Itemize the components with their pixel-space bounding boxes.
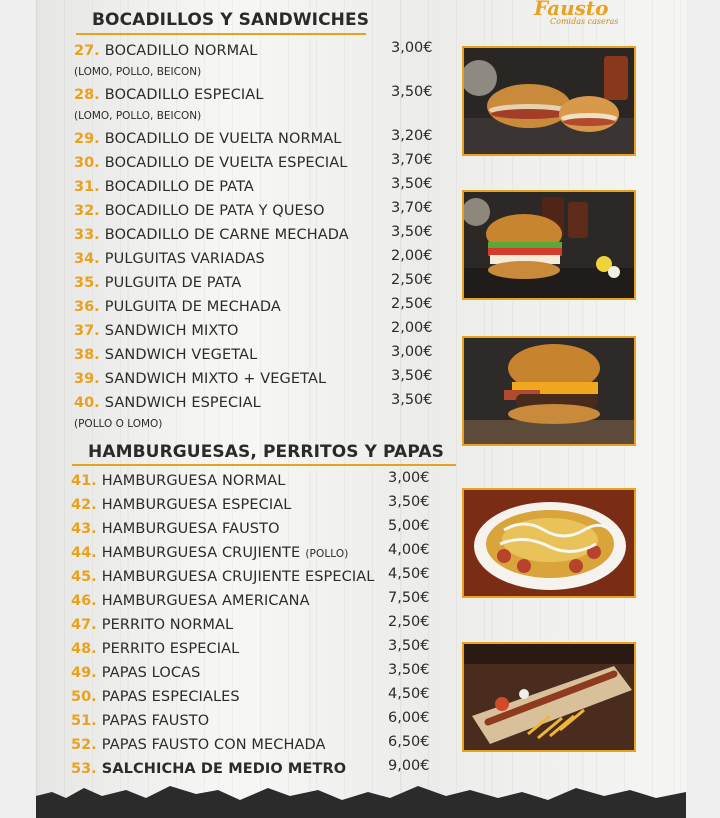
- item-price: 6,50€: [388, 734, 430, 750]
- loaded-fries-icon: [462, 488, 636, 598]
- section-title-hamburguesas: HAMBURGUESAS, PERRITOS Y PAPAS: [88, 442, 444, 462]
- item-price: 4,00€: [388, 542, 430, 558]
- item-price: 3,50€: [388, 638, 430, 654]
- menu-item: 43. HAMBURGUESA FAUSTO: [71, 521, 280, 537]
- item-price: 3,50€: [391, 176, 433, 192]
- item-price: 7,50€: [388, 590, 430, 606]
- menu-item: 51. PAPAS FAUSTO: [71, 713, 210, 729]
- menu-item: 38. SANDWICH VEGETAL: [74, 347, 258, 363]
- item-note: (LOMO, POLLO, BEICON): [74, 66, 202, 78]
- item-price: 5,00€: [388, 518, 430, 534]
- menu-item: 52. PAPAS FAUSTO CON MECHADA: [71, 737, 326, 753]
- menu-item: 53. SALCHICHA DE MEDIO METRO: [71, 761, 347, 777]
- item-price: 2,00€: [391, 248, 433, 264]
- logo-sub-text: Comidas caseras: [550, 17, 619, 26]
- item-price: 3,50€: [391, 392, 433, 408]
- burger-icon: [462, 190, 636, 300]
- menu-item: 47. PERRITO NORMAL: [71, 617, 234, 633]
- sandwich-icon: [462, 46, 636, 156]
- menu-item: 40. SANDWICH ESPECIAL: [74, 395, 261, 411]
- menu-item: 35. PULGUITA DE PATA: [74, 275, 242, 291]
- left-margin: [0, 0, 36, 818]
- menu-item: 39. SANDWICH MIXTO + VEGETAL: [74, 371, 327, 387]
- item-note: (LOMO, POLLO, BEICON): [74, 110, 202, 122]
- section-underline: [76, 33, 366, 35]
- right-margin: [686, 0, 720, 818]
- section-underline: [72, 464, 456, 466]
- menu-item: 33. BOCADILLO DE CARNE MECHADA: [74, 227, 349, 243]
- menu-item: 50. PAPAS ESPECIALES: [71, 689, 240, 705]
- item-price: 3,70€: [391, 152, 433, 168]
- item-price: 2,50€: [391, 296, 433, 312]
- item-price: 3,50€: [391, 224, 433, 240]
- item-price: 4,50€: [388, 686, 430, 702]
- menu-item: 46. HAMBURGUESA AMERICANA: [71, 593, 310, 609]
- menu-item: 34. PULGUITAS VARIADAS: [74, 251, 265, 267]
- item-suffix: (POLLO): [305, 548, 349, 560]
- item-note: (POLLO O LOMO): [74, 418, 163, 430]
- item-price: 3,00€: [388, 470, 430, 486]
- menu-item: 37. SANDWICH MIXTO: [74, 323, 239, 339]
- item-price: 2,50€: [391, 272, 433, 288]
- item-price: 3,50€: [391, 368, 433, 384]
- menu-item: 32. BOCADILLO DE PATA Y QUESO: [74, 203, 325, 219]
- menu-item: 41. HAMBURGUESA NORMAL: [71, 473, 286, 489]
- fausto-logo: [528, 0, 624, 30]
- item-price: 3,50€: [391, 84, 433, 100]
- item-price: 3,50€: [388, 494, 430, 510]
- item-price: 3,20€: [391, 128, 433, 144]
- menu-item: 31. BOCADILLO DE PATA: [74, 179, 254, 195]
- menu-item: 36. PULGUITA DE MECHADA: [74, 299, 281, 315]
- menu-item: 44. HAMBURGUESA CRUJIENTE (POLLO): [71, 545, 349, 561]
- menu-item: 29. BOCADILLO DE VUELTA NORMAL: [74, 131, 342, 147]
- menu-item: 49. PAPAS LOCAS: [71, 665, 201, 681]
- menu-item: 28. BOCADILLO ESPECIAL: [74, 87, 264, 103]
- item-price: 3,70€: [391, 200, 433, 216]
- item-price: 2,50€: [388, 614, 430, 630]
- cheeseburger-icon: [462, 336, 636, 446]
- menu-item: 48. PERRITO ESPECIAL: [71, 641, 240, 657]
- item-price: 3,00€: [391, 344, 433, 360]
- item-price: 2,00€: [391, 320, 433, 336]
- logo-main-text: Fausto: [534, 0, 609, 20]
- item-price: 4,50€: [388, 566, 430, 582]
- menu-item: 30. BOCADILLO DE VUELTA ESPECIAL: [74, 155, 348, 171]
- menu-item: 42. HAMBURGUESA ESPECIAL: [71, 497, 292, 513]
- section-title-bocadillos: BOCADILLOS Y SANDWICHES: [92, 10, 370, 30]
- item-price: 3,50€: [388, 662, 430, 678]
- item-price: 9,00€: [388, 758, 430, 774]
- item-price: 6,00€: [388, 710, 430, 726]
- torn-edge: [0, 778, 720, 818]
- sausage-platter-icon: [462, 642, 636, 752]
- menu-item: 27. BOCADILLO NORMAL: [74, 43, 258, 59]
- menu-item: 45. HAMBURGUESA CRUJIENTE ESPECIAL: [71, 569, 375, 585]
- item-price: 3,00€: [391, 40, 433, 56]
